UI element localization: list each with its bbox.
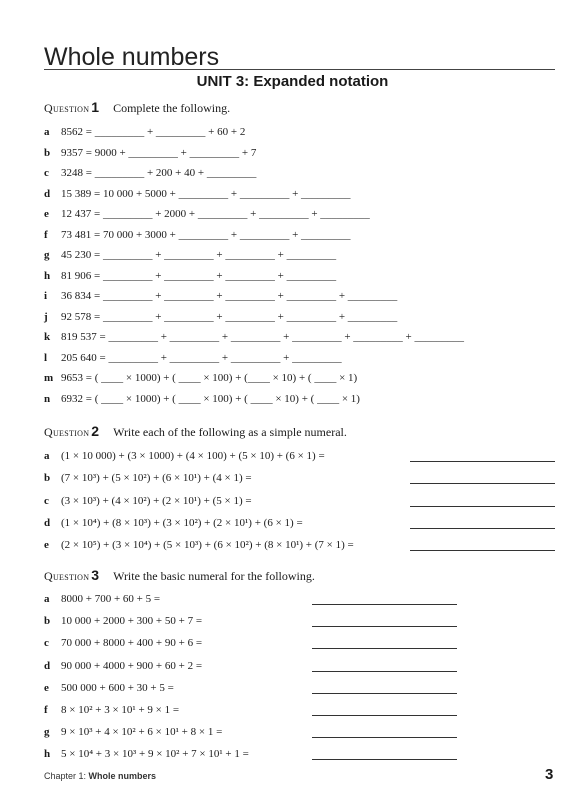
item-expression: 90 000 + 4000 + 900 + 60 + 2 = [61, 659, 203, 672]
answer-line[interactable] [312, 715, 457, 716]
question-label: Question [44, 569, 90, 583]
question-number: 1 [91, 99, 100, 115]
item-expression: (3 × 10³) + (4 × 10²) + (2 × 10¹) + (5 × 1) = [61, 494, 252, 507]
header-divider [44, 69, 555, 70]
footer-chapter-name: Whole numbers [88, 771, 157, 781]
item-expression: 10 000 + 2000 + 300 + 50 + 7 = [61, 615, 203, 628]
item-expression: 45 230 = _________ + _________ + _________ + _________ [61, 249, 337, 261]
item-letter: l [44, 351, 48, 364]
item-expression: 205 640 = _________ + _________ + _________ + _________ [61, 351, 342, 364]
item-letter: c [44, 494, 49, 507]
question-instruction: Write each of the following as a simple numeral. [113, 425, 347, 439]
item-letter: m [44, 372, 54, 384]
chapter-title: Whole numbers [44, 43, 220, 71]
item-letter: h [44, 748, 51, 761]
item-letter: n [44, 392, 51, 405]
item-letter: f [44, 704, 48, 716]
unit-title: UNIT 3: Expanded notation [196, 73, 389, 90]
item-expression: 5 × 10⁴ + 3 × 10³ + 9 × 10² + 7 × 10¹ + 1 = [61, 748, 249, 761]
item-expression: 12 437 = _________ + 2000 + _________ + _________ + _________ [61, 208, 370, 220]
item-expression: 92 578 = _________ + _________ + _________ + _________ + _________ [61, 310, 398, 323]
item-letter: c [44, 167, 49, 179]
answer-line[interactable] [410, 461, 555, 462]
question-3-heading [44, 567, 315, 584]
item-letter: i [44, 290, 48, 302]
item-letter: g [44, 726, 50, 739]
footer-chapter-label [44, 771, 156, 781]
footer-chapter-prefix: Chapter 1: [44, 771, 89, 781]
item-expression: 8562 = _________ + _________ + 60 + 2 [61, 126, 246, 138]
answer-line[interactable] [410, 550, 555, 551]
item-expression: 73 481 = 70 000 + 3000 + _________ + _________ + _________ [61, 228, 351, 241]
item-expression: 9 × 10³ + 4 × 10² + 6 × 10¹ + 8 × 1 = [61, 726, 223, 739]
answer-line[interactable] [312, 693, 457, 694]
question-number: 2 [91, 423, 100, 439]
item-letter: b [44, 472, 51, 485]
item-letter: d [44, 187, 51, 200]
question-number: 3 [91, 567, 100, 583]
answer-line[interactable] [312, 626, 457, 627]
item-letter: d [44, 659, 51, 672]
question-label: Question [44, 425, 90, 439]
item-expression: (1 × 10 000) + (3 × 1000) + (4 × 100) + (5 × 10) + (6 × 1) = [61, 450, 325, 462]
item-letter: e [44, 539, 49, 552]
item-expression: 8000 + 700 + 60 + 5 = [61, 593, 161, 605]
page-number: 3 [545, 766, 554, 783]
item-expression: 81 906 = _________ + _________ + _________ + _________ [61, 269, 337, 282]
answer-line[interactable] [312, 671, 457, 672]
question-instruction: Complete the following. [113, 101, 231, 115]
item-expression: 6932 = ( ____ × 1000) + ( ____ × 100) + ( ____ × 10) + ( ____ × 1) [61, 392, 360, 405]
answer-line[interactable] [410, 483, 555, 484]
question-1-heading [44, 99, 230, 116]
item-expression: (7 × 10³) + (5 × 10²) + (6 × 10¹) + (4 × 1) = [61, 472, 252, 485]
item-expression: 9357 = 9000 + _________ + _________ + 7 [61, 146, 257, 159]
item-expression: 500 000 + 600 + 30 + 5 = [61, 681, 174, 694]
item-expression: (2 × 10⁵) + (3 × 10⁴) + (5 × 10³) + (6 × 10²) + (8 × 10¹) + (7 × 1) = [61, 539, 354, 552]
item-letter: e [44, 681, 49, 694]
item-letter: b [44, 146, 51, 159]
item-letter: d [44, 516, 51, 529]
answer-line[interactable] [410, 506, 555, 507]
item-letter: k [44, 331, 51, 343]
item-letter: a [44, 450, 50, 462]
item-expression: 819 537 = _________ + _________ + _________ + _________ + _________ + _________ [61, 331, 464, 343]
question-instruction: Write the basic numeral for the following. [113, 569, 315, 583]
answer-line[interactable] [312, 604, 457, 605]
item-expression: (1 × 10⁴) + (8 × 10³) + (3 × 10²) + (2 × 10¹) + (6 × 1) = [61, 516, 303, 529]
question-2-heading [44, 423, 347, 440]
answer-line[interactable] [312, 737, 457, 738]
item-letter: h [44, 269, 51, 282]
item-expression: 36 834 = _________ + _________ + _________ + _________ + _________ [61, 290, 398, 302]
question-label: Question [44, 101, 90, 115]
item-letter: e [44, 208, 49, 220]
item-letter: j [44, 310, 48, 323]
item-letter: b [44, 615, 51, 628]
item-letter: c [44, 637, 49, 650]
answer-line[interactable] [410, 528, 555, 529]
item-expression: 3248 = _________ + 200 + 40 + _________ [61, 167, 257, 179]
item-letter: f [44, 228, 48, 241]
item-letter: a [44, 593, 50, 605]
answer-line[interactable] [312, 648, 457, 649]
item-letter: a [44, 126, 50, 138]
answer-line[interactable] [312, 759, 457, 760]
item-expression: 8 × 10² + 3 × 10¹ + 9 × 1 = [61, 704, 180, 716]
item-letter: g [44, 249, 50, 261]
item-expression: 70 000 + 8000 + 400 + 90 + 6 = [61, 637, 203, 650]
item-expression: 9653 = ( ____ × 1000) + ( ____ × 100) + (____ × 10) + ( ____ × 1) [61, 372, 358, 384]
item-expression: 15 389 = 10 000 + 5000 + _________ + _________ + _________ [61, 187, 351, 200]
